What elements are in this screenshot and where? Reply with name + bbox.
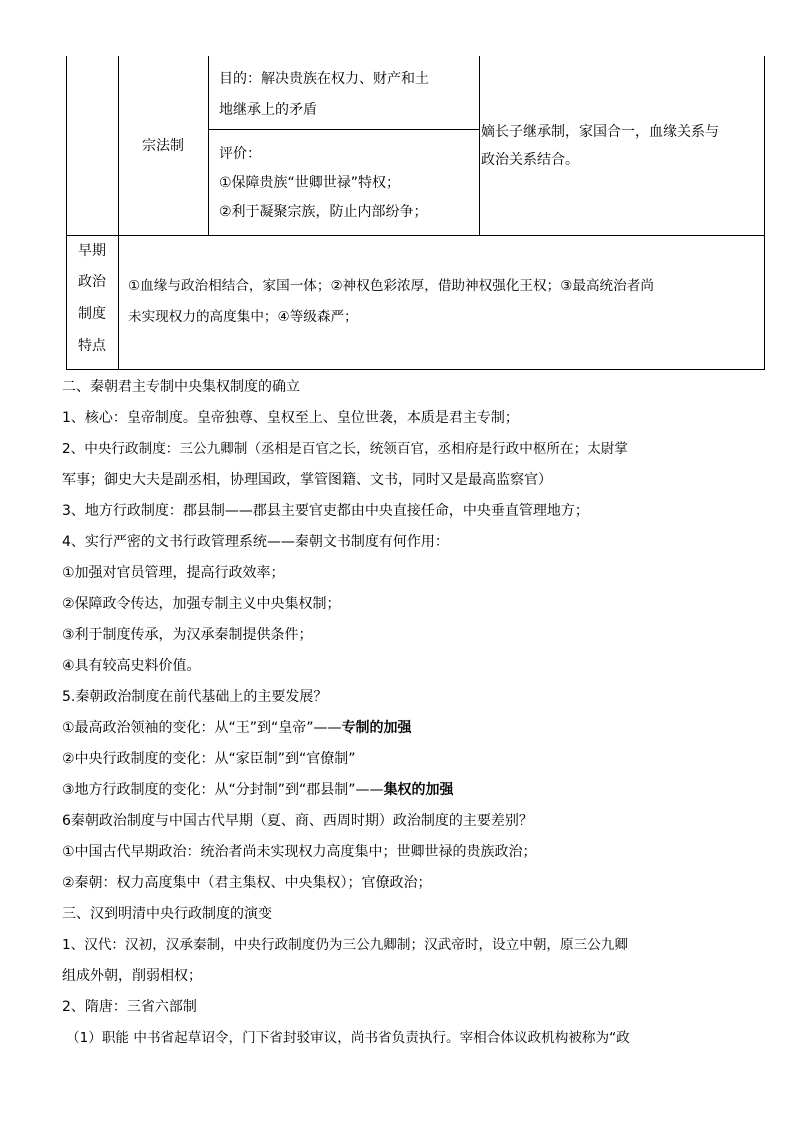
eval-title: 评价： — [219, 146, 261, 162]
table-col-divider-3 — [479, 56, 480, 236]
text-segment: ①最高政治领袖的变化：从“王”到“皇帝”—— — [62, 720, 342, 736]
text-line: ①中国古代早期政治：统治者尚未实现权力高度集中；世卿世禄的贵族政治； — [62, 844, 537, 860]
eval-item-1: ①保障贵族“世卿世禄”特权； — [219, 175, 401, 191]
political-system-table — [66, 56, 765, 370]
table-border-bottom — [66, 369, 765, 370]
features-label-2: 政治 — [78, 274, 106, 290]
text-line — [62, 780, 454, 800]
text-line: 三、汉到明清中央行政制度的演变 — [62, 906, 272, 922]
text-line: ②保障政令传达，加强专制主义中央集权制； — [62, 596, 341, 612]
features-line-1: ①血缘与政治相结合，家国一体；②神权色彩浓厚，借助神权强化王权；③最高统治者尚 — [128, 278, 654, 294]
purpose-line-1: 目的：解决贵族在权力、财产和土 — [219, 71, 429, 87]
text-line: 2、中央行政制度：三公九卿制（丞相是百官之长，统领百官，丞相府是行政中枢所在；太尉掌 — [62, 441, 628, 457]
text-segment: ③地方行政制度的变化：从“分封制”到“郡县制”—— — [62, 782, 384, 798]
text-line — [62, 718, 412, 738]
features-line-2: 未实现权力的高度集中；④等级森严； — [128, 309, 358, 325]
text-line: 6秦朝政治制度与中国古代早期（夏、商、西周时期）政治制度的主要差别？ — [62, 813, 533, 829]
text-line: 3、地方行政制度：郡县制——郡县主要官吏都由中央直接任命，中央垂直管理地方； — [62, 503, 589, 519]
text-line: 4、实行严密的文书行政管理系统——秦朝文书制度有何作用： — [62, 534, 449, 550]
text-emphasis: 集权的加强 — [383, 782, 454, 798]
zongfa-label: 宗法制 — [142, 138, 184, 154]
features-label-1: 早期 — [78, 243, 106, 259]
eval-item-2: ②利于凝聚宗族，防止内部纷争； — [219, 204, 428, 220]
text-line: ②秦朝：权力高度集中（君主集权、中央集权）；官僚政治； — [62, 875, 432, 891]
table-row-divider — [66, 235, 765, 236]
text-line: 二、秦朝君主专制中央集权制度的确立 — [62, 379, 300, 395]
text-emphasis: 专制的加强 — [341, 720, 412, 736]
zongfa-content-line-2: 政治关系结合。 — [481, 152, 579, 168]
text-line: ①加强对官员管理，提高行政效率； — [62, 565, 285, 581]
text-line: ④具有较高史料价值。 — [62, 658, 201, 674]
table-col-divider-2 — [208, 56, 209, 236]
text-line: 2、隋唐：三省六部制 — [62, 999, 197, 1015]
text-line: （1）职能 中书省起草诏令，门下省封驳审议，尚书省负责执行。宰相合体议政机构被称为“政 — [66, 1030, 630, 1046]
features-label-3: 制度 — [78, 306, 106, 322]
text-line: 军事；御史大夫是副丞相，协理国政，掌管图籍、文书，同时又是最高监察官） — [62, 472, 552, 488]
text-line: 1、核心：皇帝制度。皇帝独尊、皇权至上、皇位世袭，本质是君主专制； — [62, 410, 519, 426]
purpose-line-2: 地继承上的矛盾 — [219, 102, 317, 118]
table-border-right — [764, 56, 765, 370]
features-label-4: 特点 — [78, 338, 106, 354]
text-line: ③利于制度传承，为汉承秦制提供条件； — [62, 627, 313, 643]
text-line: 1、汉代：汉初，汉承秦制，中央行政制度仍为三公九卿制；汉武帝时，设立中朝，原三公九卿 — [62, 937, 628, 953]
text-line: 5.秦朝政治制度在前代基础上的主要发展？ — [62, 689, 328, 705]
table-cell-split — [208, 129, 480, 130]
text-line: 组成外朝，削弱相权； — [62, 968, 202, 984]
table-col-divider-features — [118, 235, 119, 370]
zongfa-content-line-1: 嫡长子继承制，家国合一，血缘关系与 — [481, 124, 719, 140]
text-line: ②中央行政制度的变化：从“家臣制”到“官僚制” — [62, 751, 356, 767]
